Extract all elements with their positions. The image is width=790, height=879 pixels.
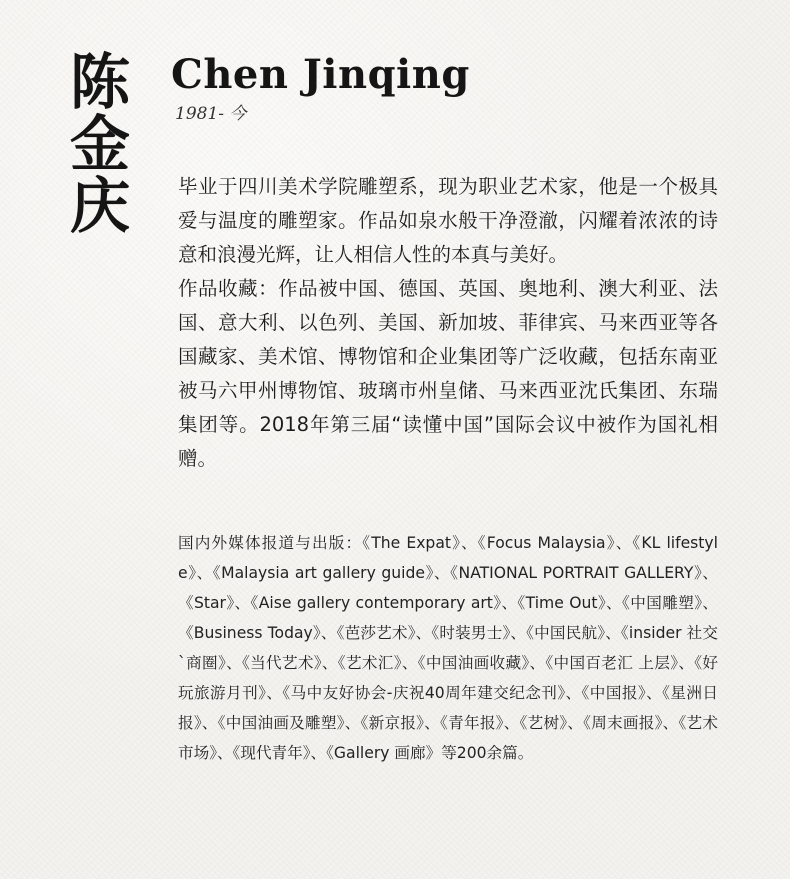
media-coverage-paragraph: 国内外媒体报道与出版：《The Expat》、《Focus Malaysia》、《KL lifestyle》、《Malaysia art gallery guide》、《NATIONAL PORTRAIT GALLERY》、《Star》、《Aise gallery contemporary art》、《Time Out》、《中国雕塑》、《Business Today》、《芭莎艺术》、《时装男士》、《中国民航》、《insider 社交`商圈》、《当代艺术》、《艺术汇》、《中国油画收藏》、《中国百老汇 上层》、《好玩旅游月刊》、《马中友好协会-庆祝40周年建交纪念刊》、《中国报》、《星洲日报》、《中国油画及雕塑》、《新京报》、《青年报》、《艺树》、《周末画报》、《艺术市场》、《现代青年》、《Gallery 画廊》等200余篇。: [178, 534, 718, 762]
biography: [178, 170, 718, 476]
bio-collections-paragraph: 作品收藏：作品被中国、德国、英国、奥地利、澳大利亚、法国、意大利、以色列、美国、新加坡、菲律宾、马来西亚等各国藏家、美术馆、博物馆和企业集团等广泛收藏，包括东南亚被马六甲州博物馆、玻璃市州皇储、马来西亚沈氏集团、东瑞集团等。2018年第三届“读懂中国”国际会议中被作为国礼相赠。: [178, 277, 718, 470]
bio-intro-paragraph: 毕业于四川美术学院雕塑系，现为职业艺术家，他是一个极具爱与温度的雕塑家。作品如泉水般干净澄澈，闪耀着浓浓的诗意和浪漫光辉，让人相信人性的本真与美好。: [178, 175, 718, 266]
artist-name-english: Chen Jinqing: [171, 51, 470, 98]
artist-name-chinese: 陈金庆: [70, 48, 130, 242]
artist-years: 1981- 今: [175, 104, 247, 124]
media-coverage: [178, 528, 718, 768]
